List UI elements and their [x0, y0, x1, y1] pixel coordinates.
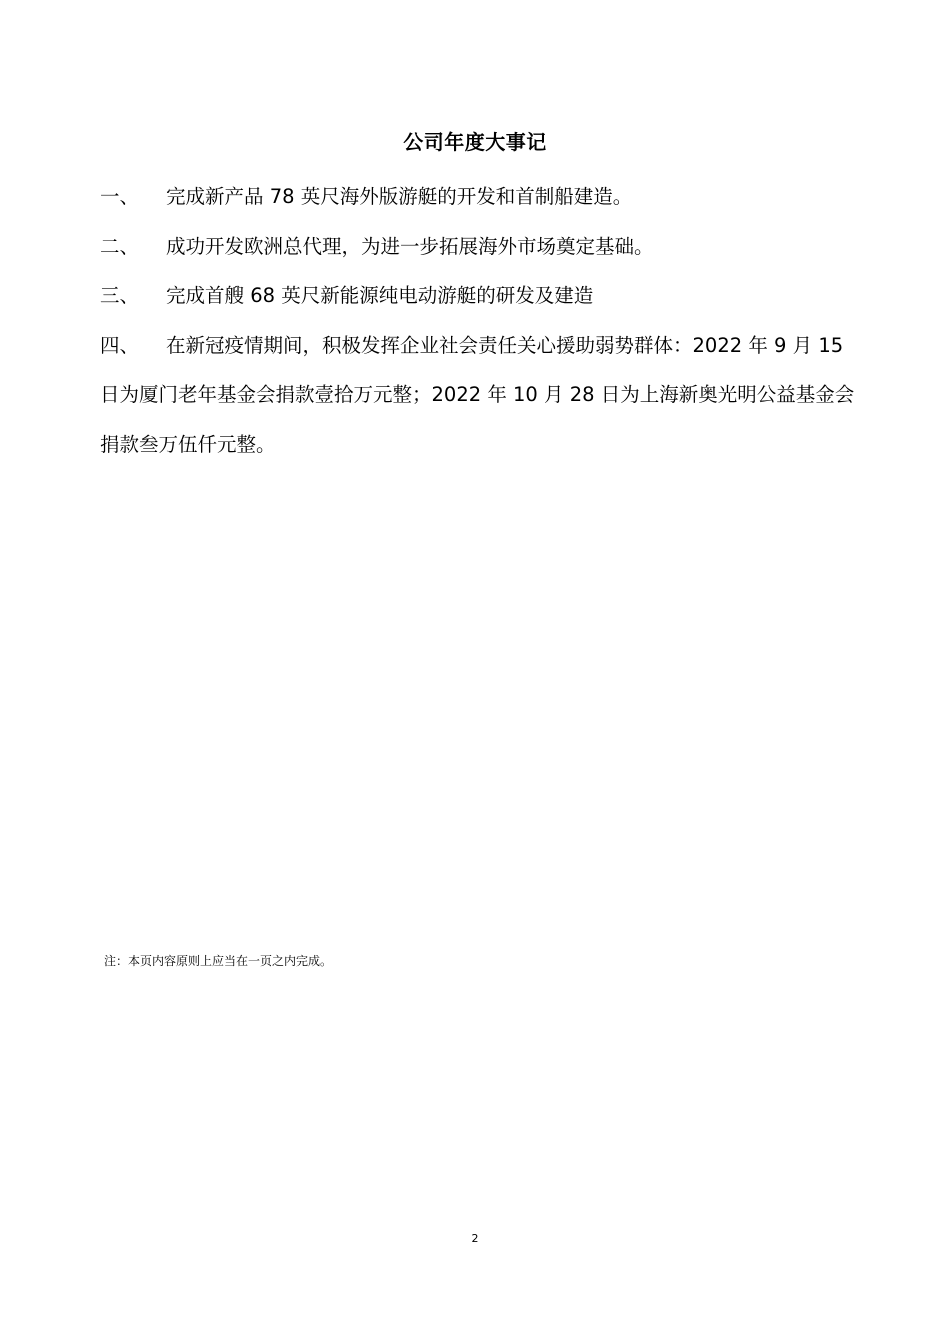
- list-item: [100, 222, 856, 272]
- list-item-marker: 三、: [100, 284, 140, 307]
- list-item: [100, 271, 856, 321]
- list-item-text: 完成首艘 68 英尺新能源纯电动游艇的研发及建造: [166, 284, 594, 307]
- list-item-text: 在新冠疫情期间，积极发挥企业社会责任关心援助弱势群体：2022 年 9 月 15 日为厦门老年基金会捐款壹拾万元整；2022 年 10 月 28 日为上海新奥光明公益基金会捐款叁万伍仟元整。: [100, 333, 855, 456]
- footnote: 注：本页内容原则上应当在一页之内完成。: [104, 954, 333, 968]
- list-item-text: 成功开发欧洲总代理，为进一步拓展海外市场奠定基础。: [166, 234, 654, 258]
- list-item-marker: 一、: [100, 185, 140, 208]
- event-list: [100, 172, 856, 469]
- list-item: [100, 172, 856, 222]
- list-item: [100, 321, 856, 470]
- list-item-marker: 二、: [100, 234, 140, 258]
- list-item-marker: 四、: [100, 333, 140, 357]
- page-number: 2: [471, 1232, 479, 1245]
- list-item-text: 完成新产品 78 英尺海外版游艇的开发和首制船建造。: [166, 185, 633, 208]
- page-title: 公司年度大事记: [403, 130, 547, 154]
